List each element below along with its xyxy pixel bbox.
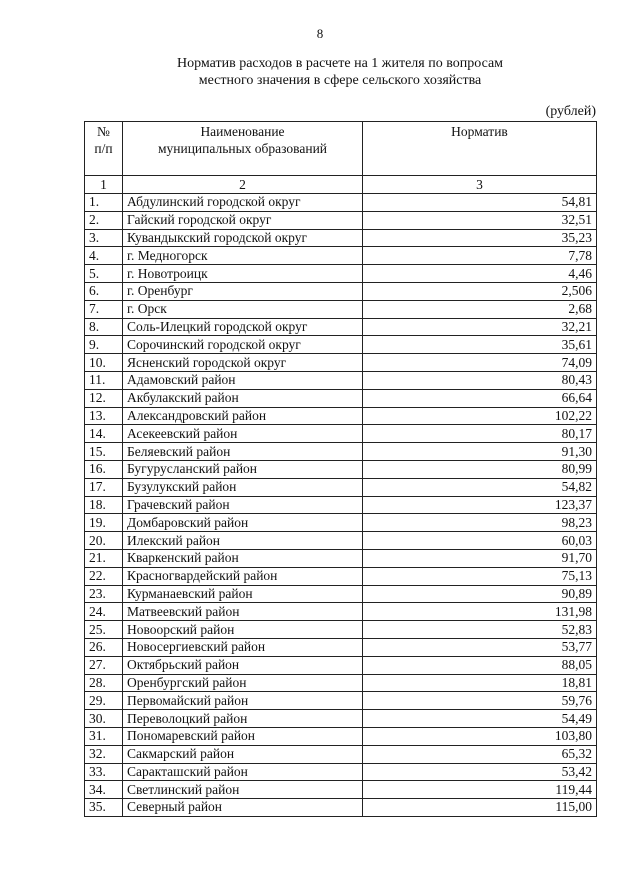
table-row bbox=[85, 194, 597, 212]
row-value: 2,506 bbox=[363, 282, 597, 300]
header-value-label: Норматив bbox=[451, 124, 508, 139]
row-number: 3. bbox=[85, 229, 123, 247]
row-value: 90,89 bbox=[363, 585, 597, 603]
row-value: 131,98 bbox=[363, 603, 597, 621]
row-value: 91,30 bbox=[363, 443, 597, 461]
row-name: Кувандыкский городской округ bbox=[123, 229, 363, 247]
table-row bbox=[85, 514, 597, 532]
table-row bbox=[85, 443, 597, 461]
table-row bbox=[85, 638, 597, 656]
row-value: 59,76 bbox=[363, 692, 597, 710]
row-value: 54,81 bbox=[363, 194, 597, 212]
row-number: 2. bbox=[85, 211, 123, 229]
row-number: 22. bbox=[85, 567, 123, 585]
row-value: 54,49 bbox=[363, 710, 597, 728]
row-value: 119,44 bbox=[363, 781, 597, 799]
row-value: 65,32 bbox=[363, 745, 597, 763]
table-row bbox=[85, 781, 597, 799]
row-number: 33. bbox=[85, 763, 123, 781]
header-number-line-1: № bbox=[97, 124, 110, 139]
units-label: (рублей) bbox=[545, 104, 596, 119]
row-number: 10. bbox=[85, 354, 123, 372]
row-name: Октябрьский район bbox=[123, 656, 363, 674]
row-number: 1. bbox=[85, 194, 123, 212]
row-number: 27. bbox=[85, 656, 123, 674]
table-row bbox=[85, 674, 597, 692]
row-value: 80,17 bbox=[363, 425, 597, 443]
header-value bbox=[363, 122, 597, 176]
row-number: 21. bbox=[85, 549, 123, 567]
row-name: Светлинский район bbox=[123, 781, 363, 799]
row-name: Новоорский район bbox=[123, 621, 363, 639]
header-number-line-2: п/п bbox=[94, 141, 113, 156]
row-name: Новосергиевский район bbox=[123, 638, 363, 656]
table-row bbox=[85, 532, 597, 550]
row-number: 6. bbox=[85, 282, 123, 300]
row-name: Красногвардейский район bbox=[123, 567, 363, 585]
header-name-line-1: Наименование bbox=[200, 124, 285, 139]
table-row bbox=[85, 247, 597, 265]
table-row bbox=[85, 763, 597, 781]
row-name: Бузулукский район bbox=[123, 478, 363, 496]
title-line-2: местного значения в сфере сельского хозяйства bbox=[198, 73, 482, 88]
row-name: Соль-Илецкий городской округ bbox=[123, 318, 363, 336]
row-value: 66,64 bbox=[363, 389, 597, 407]
row-name: Оренбургский район bbox=[123, 674, 363, 692]
row-number: 32. bbox=[85, 745, 123, 763]
row-name: Сорочинский городской округ bbox=[123, 336, 363, 354]
row-name: Абдулинский городской округ bbox=[123, 194, 363, 212]
table-row bbox=[85, 727, 597, 745]
row-value: 53,42 bbox=[363, 763, 597, 781]
row-value: 4,46 bbox=[363, 265, 597, 283]
row-value: 91,70 bbox=[363, 549, 597, 567]
row-name: Ясненский городской округ bbox=[123, 354, 363, 372]
row-number: 19. bbox=[85, 514, 123, 532]
title-line-1: Норматив расходов в расчете на 1 жителя по вопросам bbox=[176, 56, 504, 71]
table-row bbox=[85, 407, 597, 425]
table-row bbox=[85, 300, 597, 318]
row-number: 12. bbox=[85, 389, 123, 407]
row-value: 115,00 bbox=[363, 799, 597, 817]
row-number: 14. bbox=[85, 425, 123, 443]
row-value: 32,21 bbox=[363, 318, 597, 336]
row-name: Домбаровский район bbox=[123, 514, 363, 532]
table-row bbox=[85, 371, 597, 389]
table-row bbox=[85, 318, 597, 336]
table-row bbox=[85, 478, 597, 496]
table-row bbox=[85, 265, 597, 283]
row-name: Беляевский район bbox=[123, 443, 363, 461]
column-number-3: 3 bbox=[363, 176, 597, 194]
row-value: 54,82 bbox=[363, 478, 597, 496]
row-name: Илекский район bbox=[123, 532, 363, 550]
row-number: 28. bbox=[85, 674, 123, 692]
row-name: Саракташский район bbox=[123, 763, 363, 781]
row-name: Бугурусланский район bbox=[123, 460, 363, 478]
row-name: г. Медногорск bbox=[123, 247, 363, 265]
row-number: 25. bbox=[85, 621, 123, 639]
row-value: 123,37 bbox=[363, 496, 597, 514]
table-row bbox=[85, 621, 597, 639]
row-number: 5. bbox=[85, 265, 123, 283]
row-name: Асекеевский район bbox=[123, 425, 363, 443]
row-value: 88,05 bbox=[363, 656, 597, 674]
row-number: 24. bbox=[85, 603, 123, 621]
row-value: 98,23 bbox=[363, 514, 597, 532]
table-row bbox=[85, 799, 597, 817]
row-value: 102,22 bbox=[363, 407, 597, 425]
row-value: 35,23 bbox=[363, 229, 597, 247]
column-numbers-row bbox=[85, 176, 597, 194]
table-row bbox=[85, 336, 597, 354]
row-name: Матвеевский район bbox=[123, 603, 363, 621]
table-row bbox=[85, 229, 597, 247]
row-number: 15. bbox=[85, 443, 123, 461]
row-name: Сакмарский район bbox=[123, 745, 363, 763]
header-number bbox=[85, 122, 123, 176]
row-name: Грачевский район bbox=[123, 496, 363, 514]
table-row bbox=[85, 710, 597, 728]
row-name: Первомайский район bbox=[123, 692, 363, 710]
table-row bbox=[85, 354, 597, 372]
row-number: 34. bbox=[85, 781, 123, 799]
table-row bbox=[85, 389, 597, 407]
row-number: 26. bbox=[85, 638, 123, 656]
row-name: г. Новотроицк bbox=[123, 265, 363, 283]
row-number: 4. bbox=[85, 247, 123, 265]
row-name: Гайский городской округ bbox=[123, 211, 363, 229]
table-row bbox=[85, 745, 597, 763]
norm-table bbox=[84, 121, 597, 817]
row-name: г. Орск bbox=[123, 300, 363, 318]
row-value: 35,61 bbox=[363, 336, 597, 354]
row-value: 32,51 bbox=[363, 211, 597, 229]
row-number: 29. bbox=[85, 692, 123, 710]
table-row bbox=[85, 496, 597, 514]
document-title bbox=[120, 55, 560, 89]
row-name: Акбулакский район bbox=[123, 389, 363, 407]
row-number: 18. bbox=[85, 496, 123, 514]
row-name: Кваркенский район bbox=[123, 549, 363, 567]
row-name: Адамовский район bbox=[123, 371, 363, 389]
table-row bbox=[85, 460, 597, 478]
row-number: 11. bbox=[85, 371, 123, 389]
row-name: Северный район bbox=[123, 799, 363, 817]
row-name: г. Оренбург bbox=[123, 282, 363, 300]
row-number: 35. bbox=[85, 799, 123, 817]
row-name: Переволоцкий район bbox=[123, 710, 363, 728]
page-number: 8 bbox=[316, 26, 324, 41]
row-name: Курманаевский район bbox=[123, 585, 363, 603]
row-value: 7,78 bbox=[363, 247, 597, 265]
table-row bbox=[85, 585, 597, 603]
row-number: 31. bbox=[85, 727, 123, 745]
column-number-1: 1 bbox=[85, 176, 123, 194]
row-name: Пономаревский район bbox=[123, 727, 363, 745]
row-value: 18,81 bbox=[363, 674, 597, 692]
header-name-line-2: муниципальных образований bbox=[157, 141, 328, 156]
row-number: 20. bbox=[85, 532, 123, 550]
row-value: 80,99 bbox=[363, 460, 597, 478]
row-value: 52,83 bbox=[363, 621, 597, 639]
row-value: 74,09 bbox=[363, 354, 597, 372]
row-value: 80,43 bbox=[363, 371, 597, 389]
table-row bbox=[85, 211, 597, 229]
table-row bbox=[85, 425, 597, 443]
table-row bbox=[85, 282, 597, 300]
row-number: 23. bbox=[85, 585, 123, 603]
row-value: 75,13 bbox=[363, 567, 597, 585]
table-row bbox=[85, 692, 597, 710]
column-number-2: 2 bbox=[123, 176, 363, 194]
row-number: 9. bbox=[85, 336, 123, 354]
row-number: 13. bbox=[85, 407, 123, 425]
table-header-row bbox=[85, 122, 597, 176]
table-row bbox=[85, 603, 597, 621]
row-number: 17. bbox=[85, 478, 123, 496]
header-name bbox=[123, 122, 363, 176]
row-number: 16. bbox=[85, 460, 123, 478]
row-name: Александровский район bbox=[123, 407, 363, 425]
table-row bbox=[85, 549, 597, 567]
row-number: 30. bbox=[85, 710, 123, 728]
row-value: 2,68 bbox=[363, 300, 597, 318]
table-row bbox=[85, 656, 597, 674]
row-value: 53,77 bbox=[363, 638, 597, 656]
row-value: 60,03 bbox=[363, 532, 597, 550]
row-value: 103,80 bbox=[363, 727, 597, 745]
row-number: 8. bbox=[85, 318, 123, 336]
table-row bbox=[85, 567, 597, 585]
row-number: 7. bbox=[85, 300, 123, 318]
